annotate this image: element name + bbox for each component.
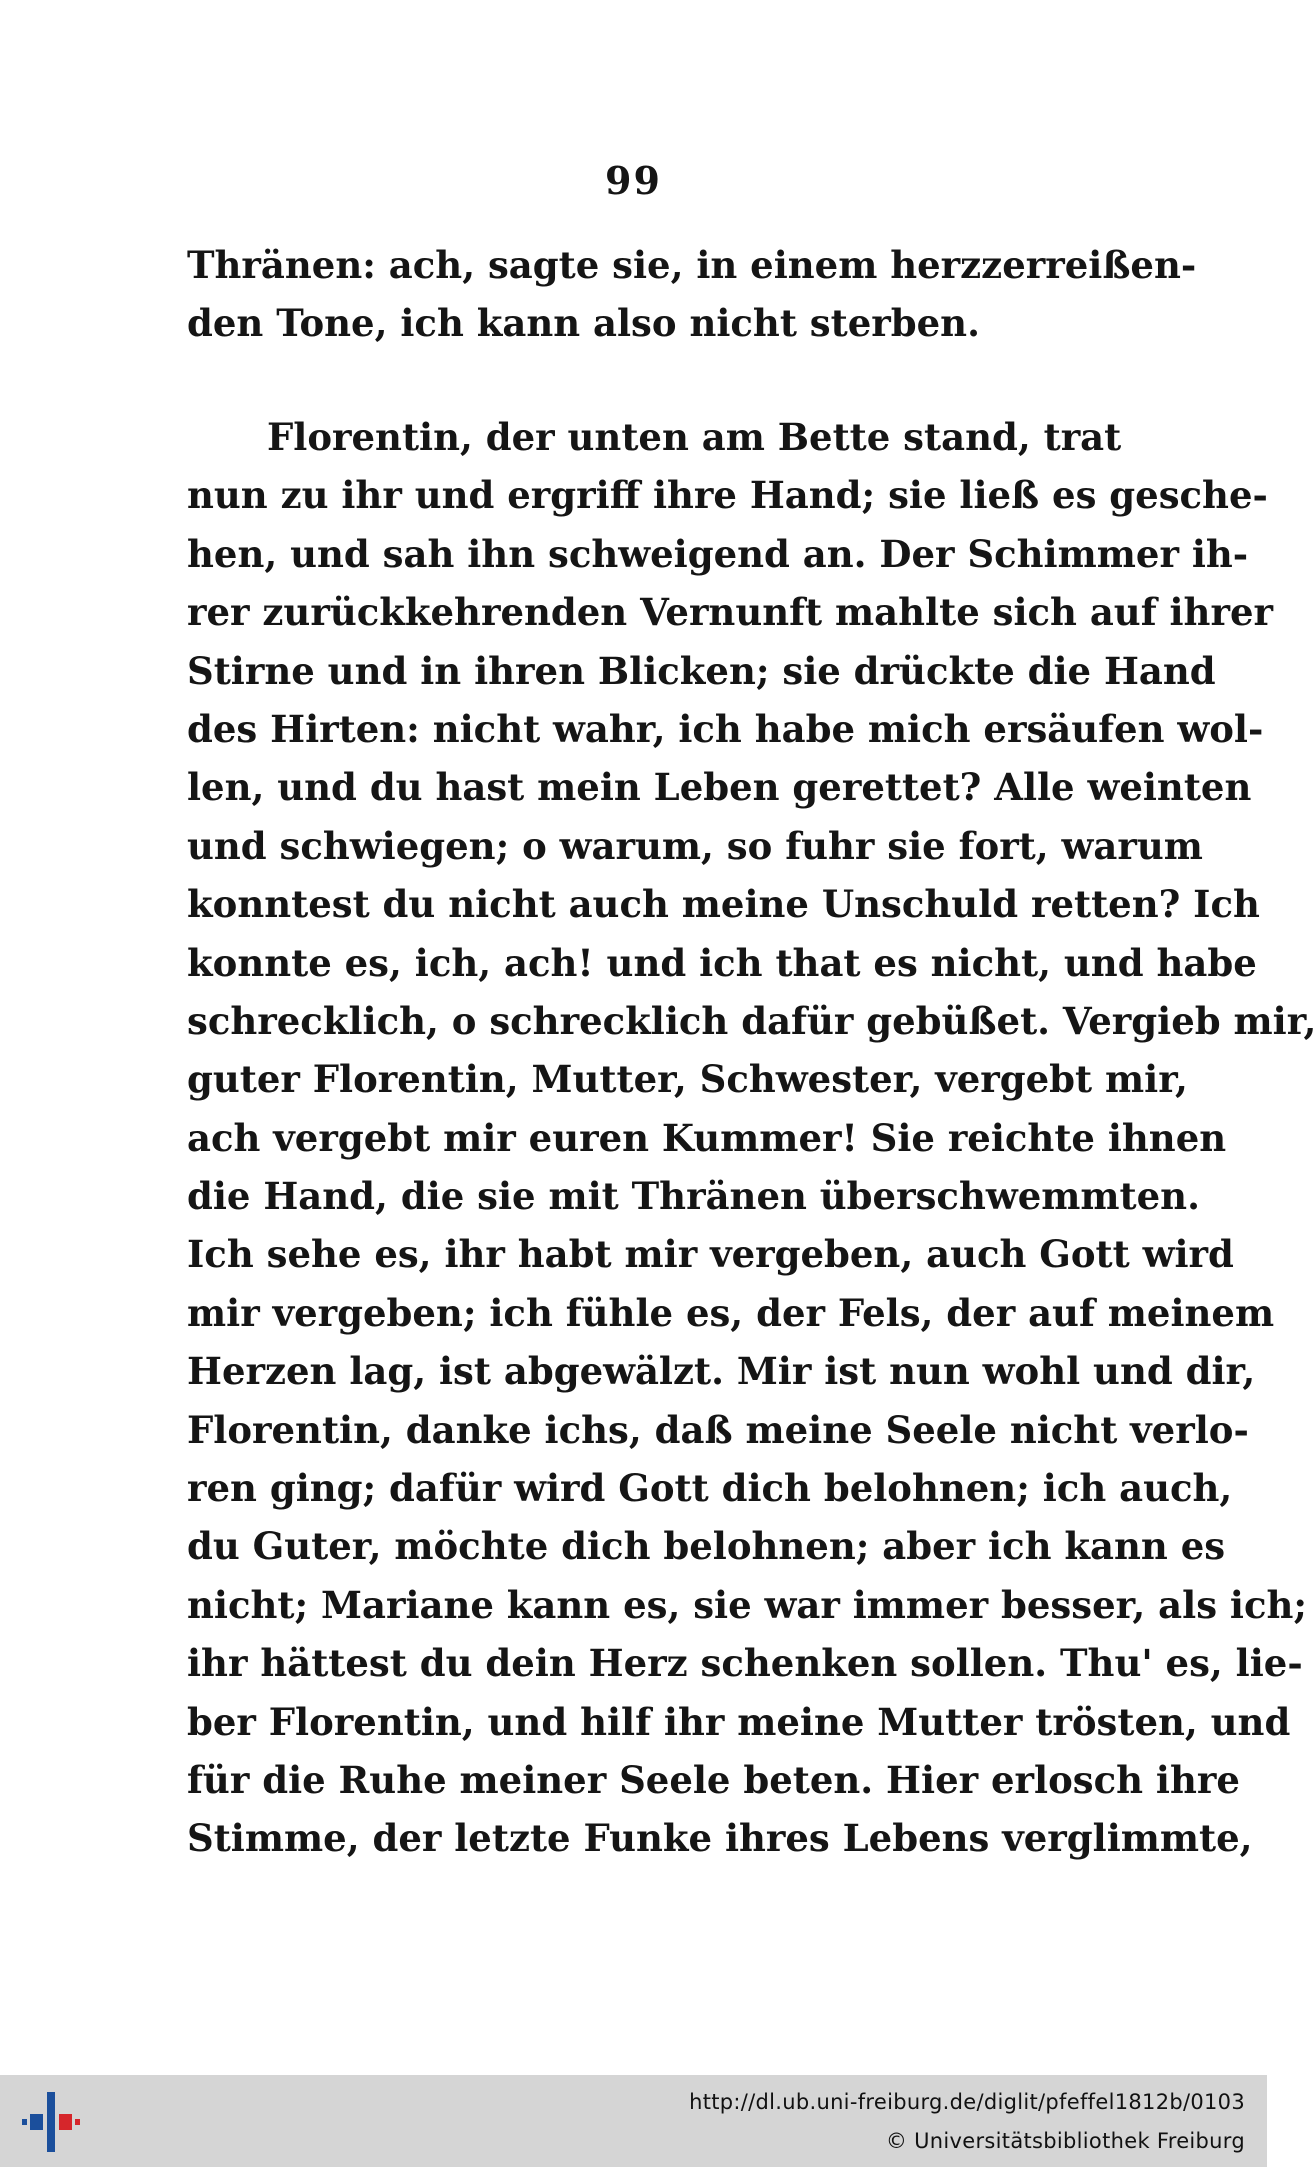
text-line: rer zurückkehrenden Vernunft mahlte sich auf ihrer: [187, 590, 1273, 635]
text-line: ren ging; dafür wird Gott dich belohnen; ich auch,: [187, 1466, 1233, 1511]
copyright-notice: © Universitätsbibliothek Freiburg: [885, 2129, 1245, 2153]
text-line: mir vergeben; ich fühle es, der Fels, der auf meinem: [187, 1290, 1275, 1335]
text-line: und schwiegen; o warum, so fuhr sie fort, warum: [187, 823, 1203, 868]
text-line: ach vergebt mir euren Kummer! Sie reichte ihnen: [187, 1115, 1227, 1160]
text-line: Florentin, der unten am Bette stand, trat: [267, 415, 1122, 459]
text-line: Thränen: ach, sagte sie, in einem herzzerreißen-: [187, 243, 1197, 287]
text-line: hen, und sah ihn schweigend an. Der Schimmer ih-: [187, 531, 1249, 576]
text-line: du Guter, möchte dich belohnen; aber ich kann es: [187, 1524, 1226, 1569]
text-line: konnte es, ich, ach! und ich that es nicht, und habe: [187, 940, 1257, 985]
text-line: schrecklich, o schrecklich dafür gebüßet. Vergieb mir,: [187, 998, 1316, 1043]
text-line: nicht; Mariane kann es, sie war immer besser, als ich;: [187, 1582, 1308, 1627]
paragraph-ending: [187, 236, 1197, 353]
text-line: Stirne und in ihren Blicken; sie drückte die Hand: [187, 648, 1216, 693]
permalink-url[interactable]: http://dl.ub.uni-freiburg.de/diglit/pfeffel1812b/0103: [689, 2090, 1245, 2114]
paragraph-main: [187, 408, 1316, 1868]
text-line: nun zu ihr und ergriff ihre Hand; sie ließ es gesche-: [187, 473, 1268, 518]
text-line: für die Ruhe meiner Seele beten. Hier erlosch ihre: [187, 1757, 1240, 1802]
text-line: guter Florentin, Mutter, Schwester, vergebt mir,: [187, 1057, 1188, 1102]
text-line: Herzen lag, ist abgewälzt. Mir ist nun wohl und dir,: [187, 1349, 1256, 1394]
text-line: ihr hättest du dein Herz schenken sollen. Thu' es, lie-: [187, 1641, 1303, 1686]
text-line: Stimme, der letzte Funke ihres Lebens verglimmte,: [187, 1816, 1253, 1861]
page-number: 99: [605, 158, 662, 203]
text-line: len, und du hast mein Leben gerettet? Alle weinten: [187, 765, 1252, 810]
text-line: Ich sehe es, ihr habt mir vergeben, auch Gott wird: [187, 1232, 1234, 1277]
text-line: des Hirten: nicht wahr, ich habe mich ersäufen wol-: [187, 706, 1264, 751]
text-line: die Hand, die sie mit Thränen überschwemmten.: [187, 1174, 1200, 1219]
viewer-footer: [0, 2075, 1267, 2167]
text-line: ber Florentin, und hilf ihr meine Mutter trösten, und: [187, 1699, 1291, 1744]
text-line: Florentin, danke ichs, daß meine Seele nicht verlo-: [187, 1407, 1249, 1452]
ub-freiburg-logo-icon: [22, 2092, 80, 2152]
text-line: konntest du nicht auch meine Unschuld retten? Ich: [187, 882, 1260, 927]
text-line: den Tone, ich kann also nicht sterben.: [187, 301, 980, 346]
